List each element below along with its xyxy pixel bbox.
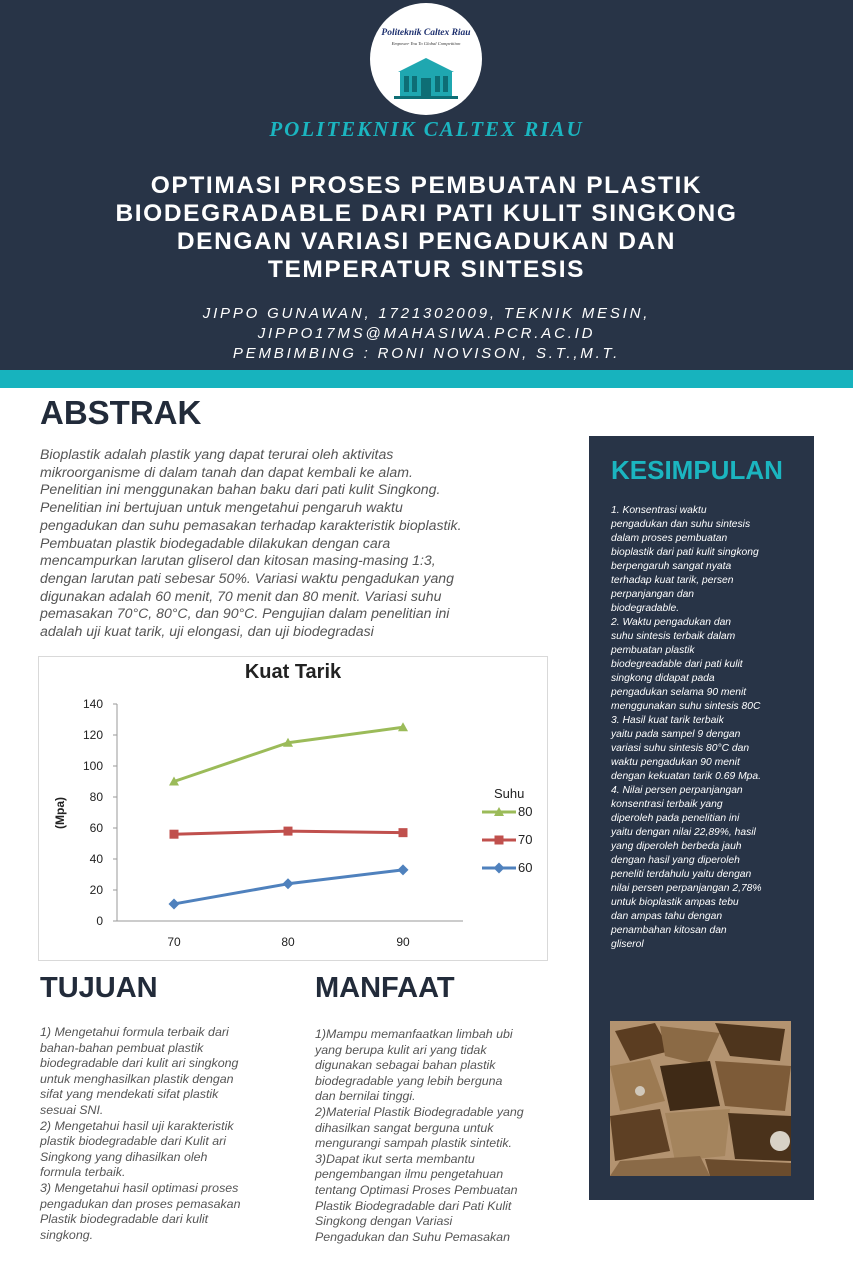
kesimpulan-line: dengan kekuatan tarik 0.69 Mpa. xyxy=(611,771,761,782)
manfaat-line: Pengadukan dan Suhu Pemasakan xyxy=(315,1229,510,1244)
tujuan-line: bahan-bahan pembuat plastik xyxy=(40,1040,204,1055)
tujuan-line: 2) Mengetahui hasil uji karakteristik xyxy=(40,1118,234,1133)
y-axis-label: (Mpa) xyxy=(53,797,67,829)
title-line: DENGAN VARIASI PENGADUKAN DAN xyxy=(176,228,677,255)
manfaat-text xyxy=(315,1027,580,1245)
x-tick-label: 80 xyxy=(281,935,295,949)
manfaat-line: dihasilkan sangat berguna untuk xyxy=(315,1120,494,1135)
chart-title: Kuat Tarik xyxy=(244,661,342,683)
abstract-line: Pembuatan plastik biodegadable dilakukan dengan cara xyxy=(40,534,391,551)
x-tick-label: 90 xyxy=(396,935,410,949)
kesimpulan-line: dalam proses pembuatan xyxy=(611,533,728,544)
y-tick-label: 80 xyxy=(89,790,103,804)
data-point-square xyxy=(495,836,504,845)
logo-tagline: Empower You To Global Competition xyxy=(391,41,461,46)
title-line: TEMPERATUR SINTESIS xyxy=(267,256,586,283)
tujuan-line: plastik biodegradable dari Kulit ari xyxy=(40,1134,226,1149)
kesimpulan-line: pengadukan dan suhu sintesis xyxy=(611,519,751,530)
kesimpulan-line: 1. Konsentrasi waktu xyxy=(611,505,707,516)
data-point-square xyxy=(284,827,293,836)
y-tick-label: 120 xyxy=(82,728,103,742)
building-icon xyxy=(390,50,462,100)
tujuan-heading: TUJUAN xyxy=(40,972,158,1004)
kesimpulan-line: yaitu pada sampel 9 dengan xyxy=(611,729,741,740)
kesimpulan-line: konsentrasi terbaik yang xyxy=(611,799,723,810)
kesimpulan-panel xyxy=(589,436,814,1200)
tujuan-line: singkong. xyxy=(40,1227,94,1242)
y-tick-label: 40 xyxy=(89,852,103,866)
abstract-line: adalah uji kuat tarik, uji elongasi, dan uji biodegradasi xyxy=(40,623,374,640)
kesimpulan-line: bioplastik dari pati kulit singkong xyxy=(611,547,759,558)
kesimpulan-heading: KESIMPULAN xyxy=(611,455,783,485)
data-point-square xyxy=(399,828,408,837)
author-line: JIPPO GUNAWAN, 1721302009, TEKNIK MESIN, xyxy=(202,305,651,322)
institution-logo xyxy=(370,3,482,115)
supervisor-line: PEMBIMBING : RONI NOVISON, S.T.,M.T. xyxy=(232,345,621,362)
manfaat-heading: MANFAAT xyxy=(315,972,455,1004)
tujuan-line: sifat yang mendekati sifat plastik xyxy=(40,1087,219,1102)
manfaat-line: 1)Mampu memanfaatkan limbah ubi xyxy=(315,1027,513,1041)
title-line: OPTIMASI PROSES PEMBUATAN PLASTIK xyxy=(150,172,703,199)
kesimpulan-line: yaitu dengan nilai 22,89%, hasil xyxy=(611,827,756,838)
tujuan-text xyxy=(40,1025,290,1243)
abstract-line: Bioplastik adalah plastik yang dapat terurai oleh aktivitas xyxy=(40,446,394,462)
tujuan-line: untuk menghasilkan plastik dengan xyxy=(40,1071,234,1086)
abstract-line: dengan larutan pati sebesar 50%. Variasi waktu pengadukan yang xyxy=(40,569,454,586)
kesimpulan-line: variasi suhu sintesis 80°C dan xyxy=(611,743,750,754)
abstract-line: Penelitian ini menggunakan bahan baku dari pati kulit Singkong. xyxy=(40,481,441,498)
tujuan-line: 3) Mengetahui hasil optimasi proses xyxy=(40,1180,239,1195)
kesimpulan-line: 2. Waktu pengadukan dan xyxy=(611,617,732,628)
x-tick-label: 70 xyxy=(167,935,181,949)
manfaat-line: pengembangan ilmu pengetahuan xyxy=(315,1167,504,1182)
manfaat-line: 2)Material Plastik Biodegradable yang xyxy=(315,1104,524,1119)
kesimpulan-line: nilai persen perpanjangan 2,78% xyxy=(611,883,762,894)
y-tick-label: 100 xyxy=(82,759,103,773)
kesimpulan-line: untuk bioplastik ampas tebu xyxy=(611,897,739,908)
manfaat-line: biodegradable yang lebih berguna xyxy=(315,1073,503,1088)
header-accent-bar xyxy=(0,370,853,388)
poster-header xyxy=(0,0,853,370)
tujuan-line: Plastik biodegradable dari kulit xyxy=(40,1212,209,1227)
y-tick-label: 140 xyxy=(82,697,103,711)
tujuan-line: formula terbaik. xyxy=(40,1165,126,1180)
abstract-line: digunakan adalah 60 menit, 70 menit dan 80 menit. Variasi suhu xyxy=(40,587,442,604)
kesimpulan-line: pembuatan plastik xyxy=(611,645,695,656)
abstract-line: Penelitian ini bertujuan untuk mengetahui pengaruh waktu xyxy=(40,499,403,516)
kesimpulan-text xyxy=(611,504,796,952)
abstract-line: mencampurkan larutan gliserol dan kitosan masing-masing 1:3, xyxy=(40,552,436,569)
manfaat-line: 3)Dapat ikut serta membantu xyxy=(315,1151,475,1166)
kesimpulan-line: dengan hasil yang diperoleh xyxy=(611,855,740,866)
kesimpulan-line: pengadukan selama 90 menit xyxy=(611,687,747,698)
kesimpulan-line: dan ampas tahu dengan xyxy=(611,911,723,922)
kesimpulan-line: yang diperoleh berbeda jauh xyxy=(611,841,742,852)
data-point-square xyxy=(170,830,179,839)
cassava-peel-photo xyxy=(610,1021,791,1176)
kesimpulan-line: biodegradable. xyxy=(611,603,680,614)
tujuan-line: 1) Mengetahui formula terbaik dari xyxy=(40,1025,229,1039)
manfaat-line: tentang Optimasi Proses Pembuatan xyxy=(315,1182,518,1197)
tujuan-line: pengadukan dan proses pemasakan xyxy=(40,1196,241,1211)
abstract-text xyxy=(40,446,565,641)
manfaat-line: mengurangi sampah plastik sintetik. xyxy=(315,1136,512,1151)
kesimpulan-line: 3. Hasil kuat tarik terbaik xyxy=(611,715,724,726)
manfaat-line: Plastik Biodegradable dari Pati Kulit xyxy=(315,1198,512,1213)
y-tick-label: 20 xyxy=(89,883,103,897)
title-line: BIODEGRADABLE DARI PATI KULIT SINGKONG xyxy=(115,200,738,227)
tujuan-line: Singkong yang dihasilkan oleh xyxy=(40,1149,208,1164)
manfaat-line: yang berupa kulit ari yang tidak xyxy=(315,1042,487,1057)
abstract-line: pemasakan 70°C, 80°C, dan 90°C. Pengujian dalam penelitian ini xyxy=(40,605,450,622)
poster-title xyxy=(60,172,793,284)
author-line: JIPPO17MS@MAHASIWA.PCR.AC.ID xyxy=(257,325,596,342)
kesimpulan-line: diperoleh pada penelitian ini xyxy=(611,813,740,824)
manfaat-line: dan bernilai tinggi. xyxy=(315,1089,416,1104)
kesimpulan-line: peneliti terdahulu yaitu dengan xyxy=(611,869,752,880)
kesimpulan-line: singkong didapat pada xyxy=(611,673,715,684)
kuat-tarik-chart xyxy=(38,656,548,961)
tujuan-line: biodegradable dari kulit ari singkong xyxy=(40,1056,239,1071)
abstract-line: mikroorganisme di dalam tanah dan dapat kembali ke alam. xyxy=(40,463,413,480)
kesimpulan-line: suhu sintesis terbaik dalam xyxy=(611,631,736,642)
kesimpulan-line: terhadap kuat tarik, persen xyxy=(611,575,734,586)
institution-name: POLITEKNIK CALTEX RIAU xyxy=(269,117,584,141)
kesimpulan-line: gliserol xyxy=(611,939,644,950)
kesimpulan-line: waktu pengadukan 90 menit xyxy=(611,757,740,768)
kesimpulan-line: menggunakan suhu sintesis 80C xyxy=(611,701,761,712)
abstract-line: pengadukan dan suhu pemasakan terhadap karakteristik bioplastik. xyxy=(40,516,462,533)
manfaat-line: Singkong dengan Variasi xyxy=(315,1214,453,1229)
kesimpulan-line: biodegreadable dari pati kulit xyxy=(611,659,743,670)
abstract-heading: ABSTRAK xyxy=(40,394,202,431)
kesimpulan-line: 4. Nilai persen perpanjangan xyxy=(611,785,743,796)
manfaat-line: digunakan sebagai bahan plastik xyxy=(315,1058,496,1073)
tujuan-line: sesuai SNI. xyxy=(40,1102,104,1117)
legend-label-70: 70 xyxy=(518,832,533,847)
author-info xyxy=(0,304,853,364)
chart-frame xyxy=(39,657,548,961)
kesimpulan-line: berpengaruh sangat nyata xyxy=(611,561,732,572)
kesimpulan-line: perpanjangan dan xyxy=(611,589,695,600)
logo-name: Politeknik Caltex Riau xyxy=(381,28,471,38)
legend-label-60: 60 xyxy=(518,860,533,875)
legend-title: Suhu xyxy=(494,786,525,801)
kesimpulan-line: penambahan kitosan dan xyxy=(611,925,727,936)
legend-label-80: 80 xyxy=(518,804,533,819)
y-tick-label: 0 xyxy=(96,914,103,928)
y-tick-label: 60 xyxy=(89,821,103,835)
